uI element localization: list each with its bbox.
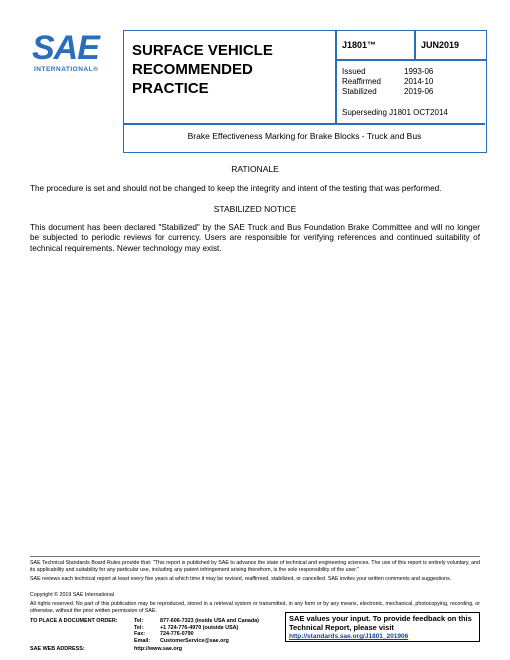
document-header-box <box>123 30 487 153</box>
date-row <box>342 77 433 87</box>
order-row-label: Fax: <box>134 631 146 638</box>
document-type-line1: SURFACE VEHICLE <box>132 42 273 59</box>
order-info <box>30 618 285 644</box>
date-value: 2014-10 <box>404 77 434 86</box>
feedback-text: SAE values your input. To provide feedback on this Technical Report, please visit <box>289 614 472 632</box>
web-value[interactable]: http://www.sae.org <box>134 646 183 652</box>
date-row <box>342 87 433 97</box>
document-number: J1801™ <box>342 40 377 50</box>
stabilized-text: This document has been declared "Stabilized" by the SAE Truck and Bus Foundation Brake Committee and will no longer be subjected to periodic reviews for currency. Users are responsible for verifying references and continued suitability of technical requirements. Newer technology may exist. <box>30 223 480 253</box>
order-row <box>30 618 285 625</box>
order-row-value: CustomerService@sae.org <box>160 637 229 644</box>
date-label: Stabilized <box>342 87 377 96</box>
review-text: SAE reviews each technical report at least every five years at which time it may be revised, reaffirmed, stabilized, or cancelled. SAE invites your written comments and suggestions. <box>30 576 452 582</box>
order-row <box>30 638 285 645</box>
rights-text: All rights reserved. No part of this publication may be reproduced, stored in a retrieval system or transmitted, in any form or by any means, electronic, mechanical, photocopying, recording, or otherwise, without the prior written permission of SAE. <box>30 601 480 614</box>
date-row <box>342 67 433 77</box>
rationale-text: The procedure is set and should not be changed to keep the integrity and intent of the testing that was performed. <box>30 184 442 193</box>
document-type <box>132 41 332 98</box>
document-date: JUN2019 <box>421 40 460 50</box>
date-value: 2019-06 <box>404 87 434 96</box>
order-row-label: Email: <box>134 637 151 644</box>
header-divider <box>335 31 337 123</box>
date-label: Issued <box>342 67 366 76</box>
date-history <box>342 67 433 97</box>
header-divider <box>414 31 416 59</box>
order-row-value: 877-606-7323 (inside USA and Canada) <box>160 618 259 624</box>
header-divider <box>124 123 485 125</box>
logo-subtext: INTERNATIONAL® <box>34 66 99 73</box>
header-divider <box>335 59 487 61</box>
order-row-label: Tel: <box>134 618 144 624</box>
document-title: Brake Effectiveness Marking for Brake Blocks - Truck and Bus <box>187 131 422 141</box>
order-row <box>30 625 285 632</box>
document-type-line2: RECOMMENDED PRACTICE <box>132 61 253 97</box>
policy-text: SAE Technical Standards Board Rules provide that: "This report is published by SAE to advance the state of technical and engineering sciences. The use of this report is entirely voluntary, and its applicability and suitability for any particular use, including any patent infringement arising therefrom, is the sole responsibility of the user." <box>30 560 480 573</box>
footer-divider <box>30 556 480 557</box>
date-value: 1993-06 <box>404 67 434 76</box>
rationale-heading: RATIONALE <box>231 164 279 174</box>
order-row-value: 724-776-0790 <box>160 631 194 638</box>
date-label: Reaffirmed <box>342 77 381 86</box>
order-label: TO PLACE A DOCUMENT ORDER: <box>30 618 118 624</box>
feedback-box <box>285 612 480 642</box>
feedback-link[interactable]: http://standards.sae.org/J1801_201906 <box>289 633 409 640</box>
web-address <box>30 646 182 652</box>
stabilized-heading: STABILIZED NOTICE <box>213 204 297 214</box>
copyright-text: Copyright © 2019 SAE International <box>30 592 114 598</box>
order-row-value: +1 724-776-4970 (outside USA) <box>160 624 239 631</box>
superseding-note: Superseding J1801 OCT2014 <box>342 108 448 117</box>
logo-wordmark: SAE <box>32 29 99 67</box>
sae-logo <box>28 30 108 78</box>
order-row-label: Tel: <box>134 624 144 631</box>
web-label: SAE WEB ADDRESS: <box>30 646 85 652</box>
order-row <box>30 631 285 638</box>
